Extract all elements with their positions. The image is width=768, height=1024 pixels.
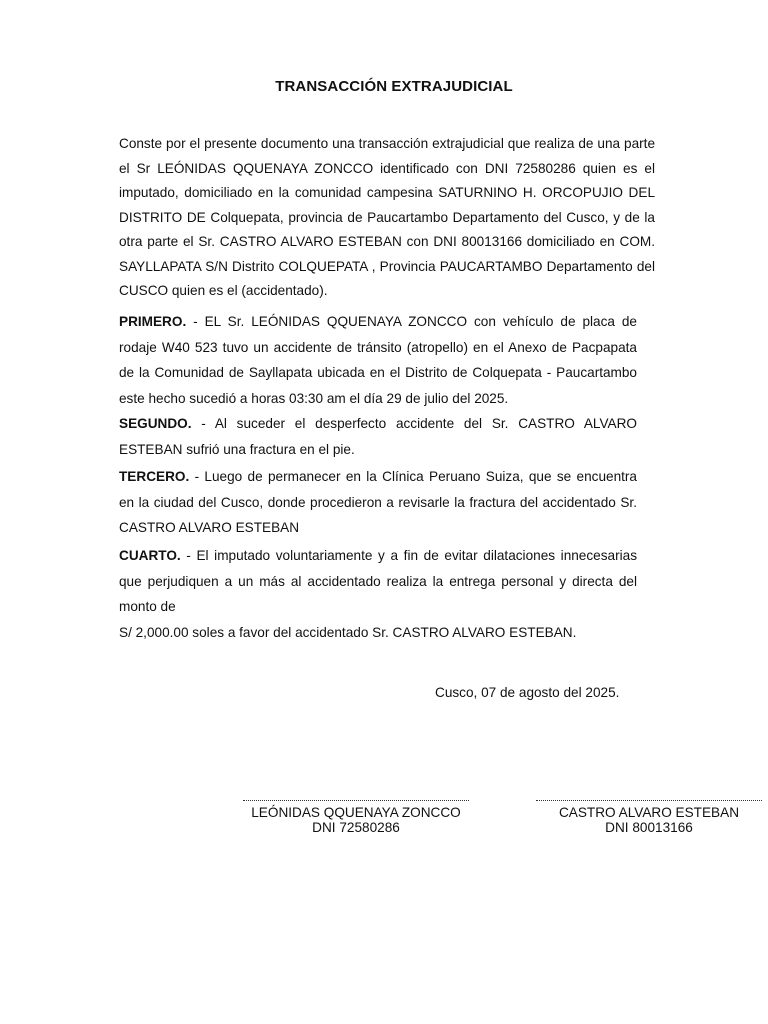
clause-segundo xyxy=(119,411,637,462)
signature-block-leonidas xyxy=(243,800,469,835)
place-date: Cusco, 07 de agosto del 2025. xyxy=(435,685,620,700)
clause-cuarto xyxy=(119,543,637,620)
signer-dni: DNI 80013166 xyxy=(605,820,693,835)
signer-dni: DNI 72580286 xyxy=(312,820,400,835)
signer-name: LEÓNIDAS QQUENAYA ZONCCO xyxy=(251,805,461,820)
signature-line xyxy=(243,800,469,801)
amount-line: S/ 2,000.00 soles a favor del accidentado Sr. CASTRO ALVARO ESTEBAN. xyxy=(119,625,577,640)
signature-block-castro xyxy=(536,800,762,835)
clause-text: - Al suceder el desperfecto accidente del Sr. CASTRO ALVARO ESTEBAN sufrió una fractura en el pie. xyxy=(119,416,637,457)
clause-text: - El imputado voluntariamente y a fin de evitar dilataciones innecesarias que perjudiquen a un más al accidentado realiza la entrega personal y directa del monto de xyxy=(119,548,637,614)
clause-text: - EL Sr. LEÓNIDAS QQUENAYA ZONCCO con vehículo de placa de rodaje W40 523 tuvo un accidente de tránsito (atropello) en el Anexo de Pacpapata de la Comunidad de Sayllapata ubicada en el Distrito de Colquepata - Paucartambo este hecho sucedió a horas 03:30 am el día 29 de julio del 2025. xyxy=(119,314,637,406)
intro-paragraph: Conste por el presente documento una transacción extrajudicial que realiza de una parte el Sr LEÓNIDAS QQUENAYA ZONCCO identificado con DNI 72580286 quien es el imputado, domiciliado en la comunidad campesina SATURNINO H. ORCOPUJIO DEL DISTRITO DE Colquepata, provincia de Paucartambo Departamento del Cusco, y de la otra parte el Sr. CASTRO ALVARO ESTEBAN con DNI 80013166 domiciliado en COM. SAYLLAPATA S/N Distrito COLQUEPATA , Provincia PAUCARTAMBO Departamento del CUSCO quien es el (accidentado). xyxy=(119,136,655,298)
clause-label: CUARTO. xyxy=(119,548,181,563)
signature-line xyxy=(536,800,762,801)
clause-primero xyxy=(119,309,637,411)
clause-text: - Luego de permanecer en la Clínica Peruano Suiza, que se encuentra en la ciudad del Cusco, donde procedieron a revisarle la fractura del accidentado Sr. CASTRO ALVARO ESTEBAN xyxy=(119,469,637,535)
document-title: TRANSACCIÓN EXTRAJUDICIAL xyxy=(275,78,513,95)
clause-tercero xyxy=(119,464,637,541)
clause-label: TERCERO. xyxy=(119,469,190,484)
clause-label: PRIMERO. xyxy=(119,314,187,329)
clause-label: SEGUNDO. xyxy=(119,416,192,431)
signer-name: CASTRO ALVARO ESTEBAN xyxy=(558,805,740,820)
